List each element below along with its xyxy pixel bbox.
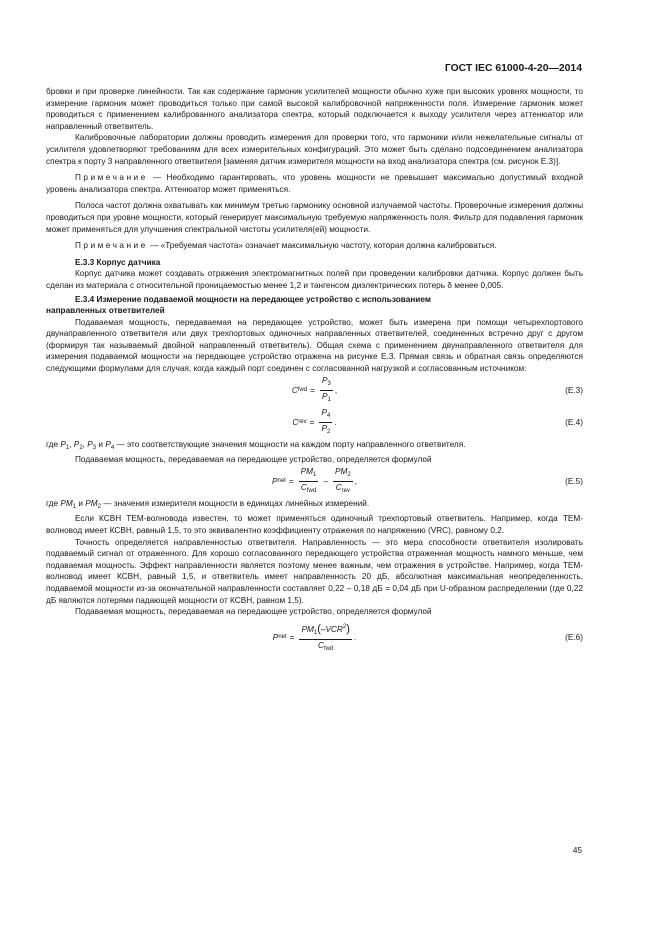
formula-subscript: net — [277, 478, 286, 485]
formula-e6: P net = $\frac{PM_1(-VCR^2)}{C_{fwd}}$ . (Е.6) — [272, 622, 583, 652]
note — [46, 240, 583, 252]
paragraph: Подаваемая мощность, передаваемая на передающее устройство, определяется формулой — [75, 607, 432, 617]
formula-subscript: 3 — [327, 381, 331, 388]
note-text: — «Требуемая частота» означает максимальную частоту, которая должна калиброваться. — [147, 241, 497, 251]
formula-symbol: PM — [334, 467, 348, 477]
formula-subscript: 1 — [327, 397, 331, 404]
formula-e4: C rev = $\frac{P_4}{P_2}$ . (Е.4) — [292, 408, 583, 436]
formula-symbol: P — [321, 376, 328, 386]
formula-symbol: C — [300, 483, 307, 493]
fraction — [320, 376, 333, 405]
section-heading-continuation: направленных ответвителей — [46, 306, 165, 316]
note — [46, 172, 583, 195]
section-heading: Е.3.3 Корпус датчика — [75, 257, 161, 267]
paragraph: Калибровочные лаборатории должны проводить измерения для проверки того, что гармоники и/или нежелательные сигналы от усилителя удовлетворяют требованиям для всех измерительных конфигураций. Это может быть сделано подсоединением анализатора спектра к порту 3 направленного ответвителя [заменяя датчик измерителя мощности на вход анализатора спектра (см. рисунок Е.3)]. — [46, 133, 583, 166]
formula-number: (Е.6) — [565, 632, 583, 642]
fraction — [333, 467, 353, 496]
formula-subscript: rev — [341, 488, 350, 495]
formula-superscript: 2 — [342, 623, 347, 630]
paragraph: Подаваемая мощность, передаваемая на передающее устройство, определяется формулой — [75, 455, 432, 465]
formula-symbol: C — [335, 483, 342, 493]
formula-symbol: C — [318, 640, 324, 650]
section-heading-line: Е.3.4 Измерение подаваемой мощности на передающее устройство с использованием — [75, 294, 431, 304]
formula-subscript: 2 — [347, 472, 351, 479]
paragraph: Полоса частот должна охватывать как минимум третью гармонику основной излучаемой частоты. Проверочные измерения должны проводиться при уровне мощности, который генерирует максимальную требуемую напряженность поля. Фильтр для подавления гармоник может применяться для улучшения спектральной чистоты усилителя(ей) мощности. — [46, 201, 583, 234]
formula-symbol: –VCR — [320, 624, 343, 634]
formula-subscript: rev — [298, 418, 307, 425]
page-number: 45 — [572, 846, 582, 855]
paragraph: Подаваемая мощность, передаваемая на передающее устройство, может быть измерена при помощи четырехпортового двунаправленного ответвителя или двух трехпортовых одиночных направленных ответвителей, соединенных встречно друг с другом (формируя так называемый двойной направленный ответвитель). Общая схема с применением двунаправленного ответвителя для измерения подаваемой мощности на передающее устройство отражена на рисунке Е.3. Прямая связь и обратная связь определяются следующими формулами для случая, когда каждый порт соединен с согласованной нагрузкой и согласованным источником: — [46, 317, 583, 374]
formula-symbol: PM — [300, 467, 314, 477]
paragraph: бровки и при проверке линейности. Так как содержание гармоник усилителей мощности обычно хуже при высоких уровнях мощности, то измерение гармоник может проводиться только при самой высокой калибровочной напряженности поля. Измерение гармоник может проводиться с применением калиброванного анализатора спектра, который подключается к выходу усилителя через аттенюатор или направленный ответвитель. — [46, 87, 583, 131]
formula-symbol: P — [321, 424, 327, 434]
formula-symbol: PM — [301, 624, 314, 634]
paragraph: Если КСВН ТЕМ-волновода известен, то может применяться одиночный трехпортовый ответвитель. Например, когда ТЕМ-волновод имеет КСВН, равный 1,5, то это эквивалентно коэффициенту отражения по напряжению (VRC), равному 0,2. — [46, 514, 583, 536]
note-text: — Необходимо гарантировать, что уровень мощности не превышает максимально допустимый входной уровень анализатора спектра. Аттенюатор может применяться. — [46, 173, 583, 194]
page-body — [46, 86, 583, 658]
formula-e5: P net = $\frac{PM_1}{C_{fwd}}$ – $\frac{PM_2}{C_{rev}}$ , (Е.5) — [271, 467, 583, 495]
where-clause: где $P_1$, $P_2$, $P_3$ и $P_4$ — это соответствующие значения мощности на каждом порту направленного ответвителя. — [46, 439, 466, 451]
formula-operator: – — [323, 477, 328, 487]
fraction — [299, 467, 319, 496]
formula-number: (Е.4) — [565, 417, 583, 427]
formula-symbol: P — [271, 477, 278, 487]
formula-subscript: fwd — [324, 645, 334, 652]
formula-subscript: 2 — [327, 429, 331, 436]
formula-subscript: 4 — [327, 413, 331, 420]
formula-subscript: fwd — [297, 386, 308, 393]
formula-symbol: P — [321, 408, 327, 418]
formula-number: (Е.5) — [565, 477, 583, 487]
formula-subscript: net — [278, 633, 287, 640]
formula-symbol: P — [272, 632, 279, 642]
paragraph: Точность определяется направленностью ответвителя. Направленность — это мера способности ответвителя изолировать подаваемый сигнал от отраженного. Для хорошо согласованного передающего устройства отраженная мощность намного меньше, чем подаваемая мощность. Эффект направленности является поэтому менее важным, чем отражения в устройстве. Например, когда ТЕМ-волновод имеет КСВН, равный 1,5, и ответвитель имеет направленность 20 дБ, абсолютная максимальная неопределенность, подаваемой мощности из-за окончательной направленности составляет 0,22 – 0,18 дБ = 0,04 дБ при U-образном распределении (где 0,22 дБ являются потерями падающей мощности от КСВН, равном 1,5). — [46, 537, 583, 605]
paragraph: Корпус датчика может создавать отражения электромагнитных полей при проведении калибровки датчика. Корпус должен быть сделан из материала с относительной проницаемостью менее 1,2 и тангенсом диэлектрических потерь δ менее 0,005. — [46, 269, 583, 290]
formula-subscript: 1 — [313, 629, 318, 636]
formula-e3: C fwd = $\frac{P_3}{P_1}$ , (Е.3) — [291, 376, 583, 404]
fraction — [319, 408, 332, 437]
note-label: Примечание — [75, 241, 148, 251]
formula-subscript: fwd — [306, 488, 317, 495]
formula-number: (Е.3) — [565, 385, 583, 395]
where-clause: где $PM_1$ и $PM_2$ — значения измерителя мощности в единицах линейных измерений. — [46, 498, 370, 510]
formula-symbol: C — [291, 385, 298, 395]
section-heading — [46, 294, 583, 306]
formula-subscript: 1 — [313, 472, 317, 479]
document-id-header: ГОСТ IEC 61000-4-20—2014 — [444, 63, 582, 74]
fraction: $\frac{PM_1(-VCR^2)}{C_{fwd}}$ — [301, 622, 350, 652]
formula-symbol: P — [321, 392, 328, 402]
formula-symbol: C — [292, 417, 299, 427]
note-label: Примечание — [75, 173, 148, 183]
